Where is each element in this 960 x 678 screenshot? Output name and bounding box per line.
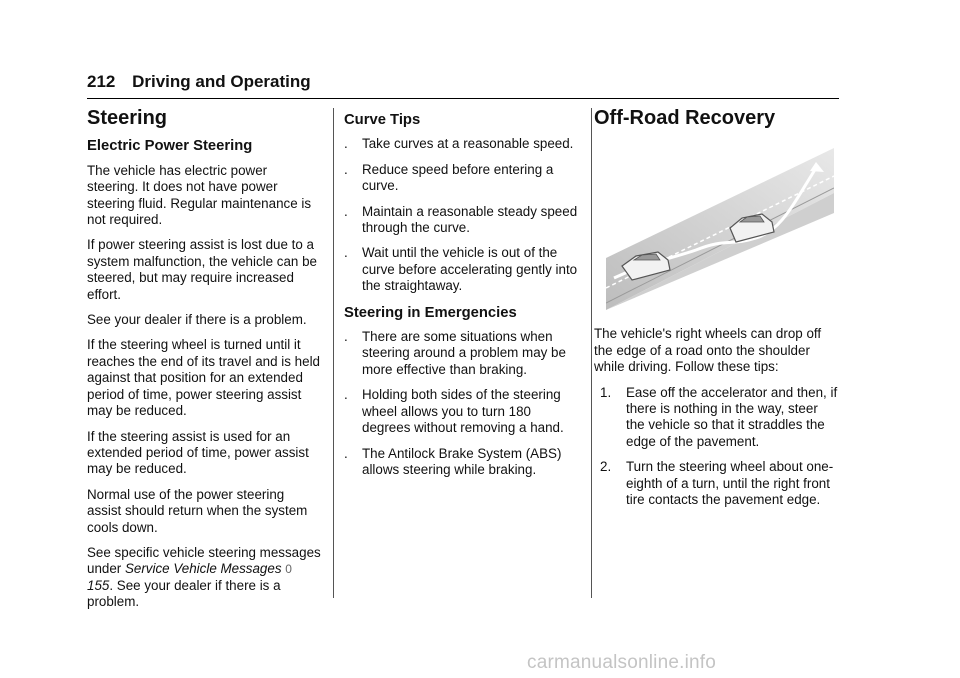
list-item: 2. Turn the steering wheel about one-eighth of a turn, until the right front tire contacts the pavement edge. xyxy=(600,459,834,508)
off-road-recovery-illustration xyxy=(606,138,834,310)
column-divider-1 xyxy=(333,108,334,598)
column-steering xyxy=(87,108,321,620)
column-divider-2 xyxy=(591,108,592,598)
column-off-road xyxy=(594,108,839,517)
paragraph: If power steering assist is lost due to a system malfunction, the vehicle can be steered, but may require increased effort. xyxy=(87,237,317,302)
paragraph: The vehicle has electric power steering. It does not have power steering fluid. Regular maintenance is not required. xyxy=(87,162,312,228)
curve-tips-list xyxy=(344,136,579,294)
intro-paragraph: The vehicle's right wheels can drop off the edge of a road onto the shoulder while driving. Follow these tips: xyxy=(594,326,822,375)
page-header xyxy=(87,72,311,92)
steering-in-emergencies-heading: Steering in Emergencies xyxy=(344,304,517,321)
off-road-recovery-heading: Off-Road Recovery xyxy=(594,107,776,129)
page-number: 212 xyxy=(87,72,116,91)
list-item: . Wait until the vehicle is out of the curve before accelerating gently into the straightaway. xyxy=(344,245,578,294)
list-item: . Holding both sides of the steering wheel allows you to turn 180 degrees without removing a hand. xyxy=(344,387,564,436)
watermark: carmanualsonline.info xyxy=(527,652,717,673)
header-rule xyxy=(87,98,839,99)
page-ref-number[interactable]: 155 xyxy=(87,577,110,593)
bullet: . xyxy=(344,203,348,219)
step-number: 1. xyxy=(600,384,612,400)
paragraph: If the steering assist is used for an extended period of time, power assist may be reduced. xyxy=(87,428,309,477)
recovery-steps xyxy=(594,385,839,509)
paragraph: If the steering wheel is turned until it reaches the end of its travel and is held against that position for an extended period of time, power steering assist may be reduced. xyxy=(87,337,320,419)
list-item: 1. Ease off the accelerator and then, if there is nothing in the way, steer the vehicle so that it straddles the edge of the pavement. xyxy=(600,384,838,449)
column-tips xyxy=(344,108,579,488)
curve-tips-heading: Curve Tips xyxy=(344,112,421,128)
electric-power-steering-heading: Electric Power Steering xyxy=(87,138,253,155)
bullet: . xyxy=(344,136,348,152)
section-title: Driving and Operating xyxy=(132,72,311,91)
paragraph-with-reference xyxy=(87,545,321,611)
paragraph: See your dealer if there is a problem. xyxy=(87,312,307,328)
bullet: . xyxy=(344,245,348,261)
reference-text-after: . See your dealer if there is a problem. xyxy=(87,577,281,610)
paragraph: Normal use of the power steering assist should return when the system cools down. xyxy=(87,486,308,535)
list-item: . The Antilock Brake System (ABS) allows steering while braking. xyxy=(344,445,562,477)
steering-heading: Steering xyxy=(87,107,168,129)
page-ref-symbol: 0 xyxy=(285,562,292,577)
list-item: . Reduce speed before entering a curve. xyxy=(344,161,554,194)
bullet: . xyxy=(344,329,348,345)
service-vehicle-messages-link[interactable]: Service Vehicle Messages xyxy=(124,561,282,577)
list-item: . Maintain a reasonable steady speed through the curve. xyxy=(344,203,578,236)
list-item: . Take curves at a reasonable speed. xyxy=(344,136,574,152)
bullet: . xyxy=(344,387,348,403)
emergency-list xyxy=(344,329,579,478)
reference-text-before: See specific vehicle steering messages under xyxy=(87,544,321,577)
bullet: . xyxy=(344,445,348,461)
list-item: . There are some situations when steering around a problem may be more effective than braking. xyxy=(344,329,566,377)
bullet: . xyxy=(344,161,348,177)
step-number: 2. xyxy=(600,459,612,475)
